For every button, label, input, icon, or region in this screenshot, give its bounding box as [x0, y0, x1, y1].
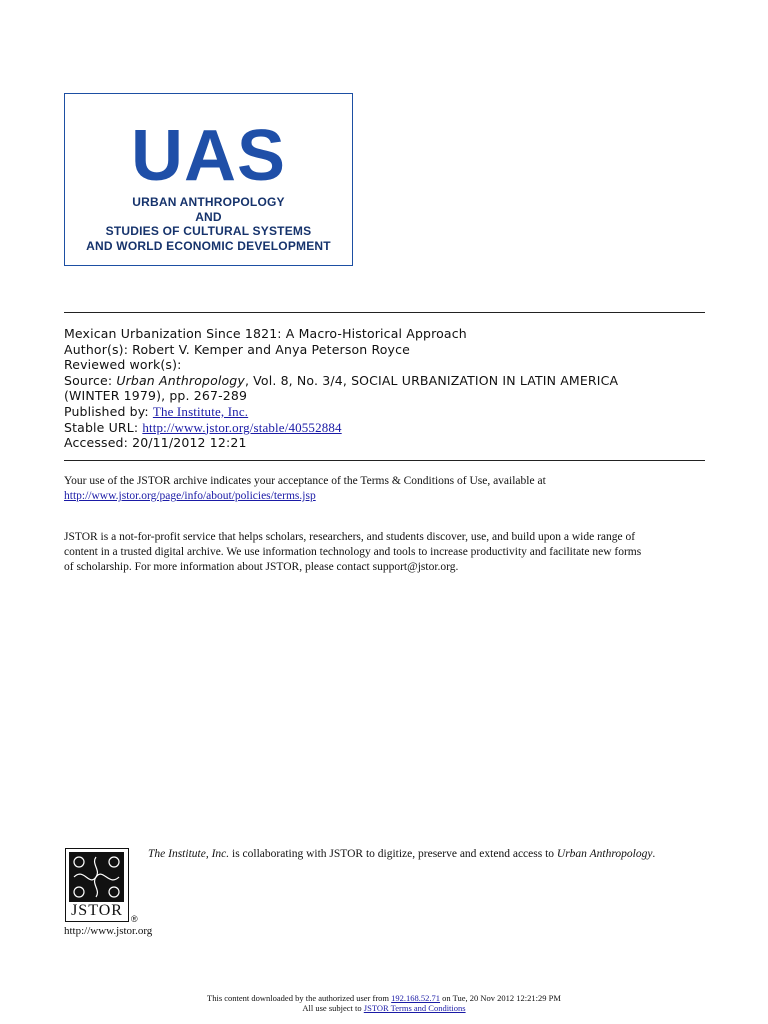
source-label: Source: — [64, 372, 117, 388]
collab-journal: Urban Anthropology — [556, 848, 653, 860]
jstor-about — [64, 530, 714, 576]
source-line — [64, 373, 714, 389]
footer-text: on Tue, 20 Nov 2012 12:21:29 PM — [440, 993, 561, 1003]
journal-logo — [64, 93, 353, 266]
published-label: Published by: — [64, 403, 153, 419]
footer-ip-link[interactable]: 192.168.52.71 — [391, 993, 441, 1003]
terms-link[interactable]: http://www.jstor.org/page/info/about/policies/terms.jsp — [64, 490, 316, 503]
download-footer — [0, 993, 768, 1013]
footer-line-1 — [0, 993, 768, 1003]
accessed-date: Accessed: 20/11/2012 12:21 — [64, 435, 247, 451]
stable-url-link[interactable]: http://www.jstor.org/stable/40552884 — [142, 419, 342, 435]
article-title: Mexican Urbanization Since 1821: A Macro-Historical Approach — [64, 326, 467, 341]
footer-text: All use subject to — [302, 1003, 364, 1013]
jstor-logo — [65, 848, 129, 922]
logo-mark: UAS — [130, 116, 286, 196]
jstor-logo-word: JSTOR — [71, 902, 123, 919]
published-line — [64, 404, 714, 420]
logo-subtitle — [65, 195, 352, 253]
source-details: , Vol. 8, No. 3/4, SOCIAL URBANIZATION IN LATIN AMERICA — [244, 372, 619, 388]
article-authors: Author(s): Robert V. Kemper and Anya Peterson Royce — [64, 341, 410, 357]
registered-mark: ® — [131, 914, 138, 924]
source-journal: Urban Anthropology — [116, 372, 245, 388]
reviewed-works: Reviewed work(s): — [64, 357, 182, 373]
terms-text: Your use of the JSTOR archive indicates your acceptance of the Terms & Conditions of Use, available at — [64, 475, 546, 487]
logo-line: AND — [195, 209, 222, 224]
source-continued: (WINTER 1979), pp. 267-289 — [64, 388, 248, 404]
jstor-url: http://www.jstor.org — [64, 925, 153, 937]
jstor-ornament-icon — [69, 852, 124, 902]
logo-line: STUDIES OF CULTURAL SYSTEMS — [105, 224, 312, 238]
bottom-divider — [64, 460, 705, 461]
about-line: of scholarship. For more information about JSTOR, please contact support@jstor.org. — [64, 561, 459, 574]
collab-publisher: The Institute, Inc. — [148, 848, 230, 860]
footer-terms-link[interactable]: JSTOR Terms and Conditions — [363, 1003, 466, 1013]
publisher-link[interactable]: The Institute, Inc. — [152, 403, 249, 419]
collaboration-statement — [148, 848, 655, 860]
terms-notice — [64, 474, 714, 504]
logo-line: URBAN ANTHROPOLOGY — [132, 195, 285, 209]
footer-text: This content downloaded by the authorized user from — [207, 993, 392, 1003]
about-line: JSTOR is a not-for-profit service that helps scholars, researchers, and students discover, use, and build upon a wide range of — [64, 531, 636, 543]
citation-block — [64, 326, 714, 451]
collab-end: . — [652, 848, 656, 860]
about-line: content in a trusted digital archive. We use information technology and tools to increase productivity and facilitate new forms — [64, 546, 642, 559]
logo-line: AND WORLD ECONOMIC DEVELOPMENT — [86, 238, 331, 253]
footer-line-2 — [0, 1003, 768, 1013]
collab-text: is collaborating with JSTOR to digitize, preserve and extend access to — [229, 848, 557, 860]
top-divider — [64, 312, 705, 313]
stable-url-line — [64, 420, 714, 436]
stable-url-label: Stable URL: — [64, 419, 143, 435]
